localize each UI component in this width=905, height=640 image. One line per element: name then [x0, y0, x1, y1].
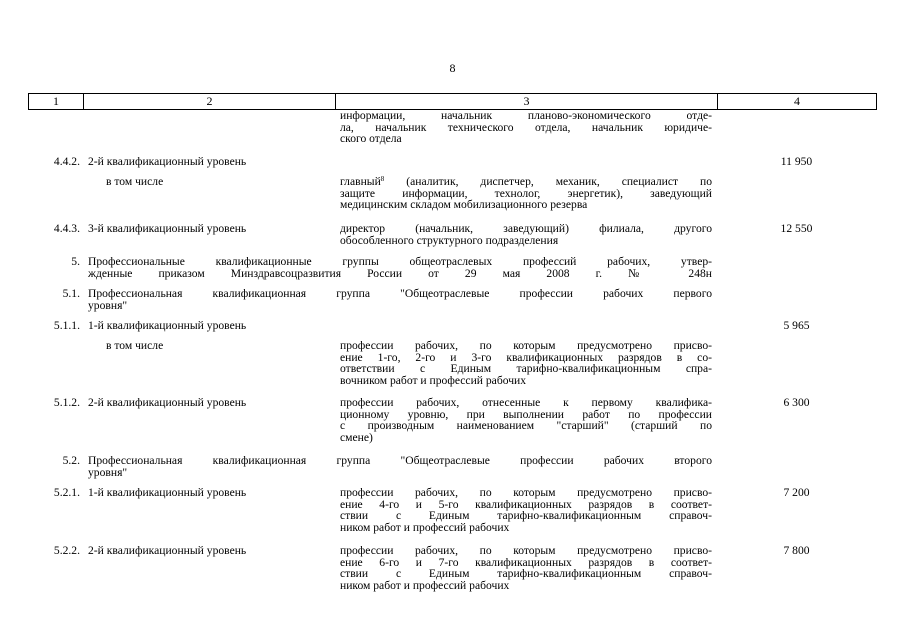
description-line: ского отдела	[340, 132, 402, 146]
name-line: Профессиональная квалификационная группа "Общеотраслевые профессии рабочих первого	[88, 287, 712, 300]
row-description	[340, 110, 712, 145]
description-word: главный	[340, 175, 381, 188]
page-number: 8	[449, 61, 456, 75]
description-line: смене)	[340, 430, 373, 444]
row-name	[88, 256, 712, 279]
description-line: ником работ и профессий рабочих	[340, 520, 510, 534]
description-line	[340, 176, 712, 188]
row-number: 5.2.1.	[53, 486, 80, 499]
column-number-1: 1	[29, 94, 84, 110]
row-number: 4.4.2.	[53, 155, 80, 168]
description-line: ответствии с Единым тарифно-квалификационным спра-	[340, 362, 712, 376]
description-line: обособленного структурного подразделения	[340, 233, 559, 247]
row-number: 5.1.2.	[53, 396, 80, 409]
description-line: директор (начальник, заведующий) филиала, другого	[340, 222, 712, 235]
description-line: медицинским складом мобилизационного резерва	[340, 198, 588, 212]
name-line: жденные приказом Минздравсоцразвития России от 29 мая 2008 г. № 248н	[88, 266, 712, 280]
name-line: Профессиональные квалификационные группы общеотраслевых профессий рабочих, утвер-	[88, 255, 712, 268]
row-value: 12 550	[780, 222, 813, 235]
row-value: 11 950	[780, 155, 813, 168]
description-line: защите информации, технолог, энергетик), заведующий	[340, 186, 712, 200]
description-line: профессии рабочих, по которым предусмотрено присво-	[340, 486, 712, 499]
row-name: в том числе	[106, 339, 164, 352]
description-line: ение 1-го, 2-го и 3-го квалификационных разрядов в со-	[340, 350, 712, 364]
row-number: 5.2.	[62, 454, 80, 467]
description-line: профессии рабочих, по которым предусмотрено присво-	[340, 544, 712, 557]
row-name: 2-й квалификационный уровень	[88, 155, 247, 168]
row-name	[88, 288, 712, 311]
row-value: 6 300	[783, 396, 810, 409]
row-number: 5.	[71, 255, 80, 268]
row-description	[340, 340, 712, 386]
row-name: 2-й квалификационный уровень	[88, 396, 247, 409]
description-line: с производным наименованием "старший" (старший по	[340, 419, 712, 433]
description-line: ение 6-го и 7-го квалификационных разрядов в соответ-	[340, 555, 712, 569]
column-header-table	[28, 93, 877, 110]
description-line: ла, начальник технического отдела, начальник юридиче-	[340, 120, 712, 134]
description-line: ствии с Единым тарифно-квалификационным справоч-	[340, 567, 712, 581]
row-description	[340, 487, 712, 533]
row-value: 7 800	[783, 544, 810, 557]
row-name: 1-й квалификационный уровень	[88, 486, 247, 499]
name-line: уровня"	[88, 298, 128, 312]
footnote-mark: 8	[380, 175, 385, 183]
description-line: ником работ и профессий рабочих	[340, 578, 510, 592]
row-value: 5 965	[783, 319, 810, 332]
row-description	[340, 397, 712, 443]
row-name	[88, 455, 712, 478]
row-number: 5.1.1.	[53, 319, 80, 332]
row-name: в том числе	[106, 175, 164, 188]
column-number-row	[29, 94, 877, 110]
row-description	[340, 176, 712, 211]
description-line: вочником работ и профессий рабочих	[340, 373, 527, 387]
description-line: информации, начальник планово-экономического отде-	[340, 109, 712, 122]
description-line: ционному уровню, при выполнении работ по профессии	[340, 407, 712, 421]
description-line: ствии с Единым тарифно-квалификационным справоч-	[340, 509, 712, 523]
row-value: 7 200	[783, 486, 810, 499]
column-number-2: 2	[84, 94, 336, 110]
description-line: профессии рабочих, отнесенные к первому квалифика-	[340, 396, 712, 409]
description-line: ение 4-го и 5-го квалификационных разрядов в соответ-	[340, 497, 712, 511]
description-line: профессии рабочих, по которым предусмотрено присво-	[340, 339, 712, 352]
row-name: 1-й квалификационный уровень	[88, 319, 247, 332]
name-line: уровня"	[88, 465, 128, 479]
row-number: 4.4.3.	[53, 222, 80, 235]
row-number: 5.2.2.	[53, 544, 80, 557]
row-name: 2-й квалификационный уровень	[88, 544, 247, 557]
name-line: Профессиональная квалификационная группа "Общеотраслевые профессии рабочих второго	[88, 454, 712, 467]
row-description	[340, 545, 712, 591]
row-name: 3-й квалификационный уровень	[88, 222, 247, 235]
row-number: 5.1.	[62, 287, 80, 300]
column-number-4: 4	[718, 94, 877, 110]
column-number-3: 3	[336, 94, 718, 110]
row-description	[340, 223, 712, 246]
description-text: (аналитик, диспетчер, механик, специалист по	[406, 175, 712, 188]
